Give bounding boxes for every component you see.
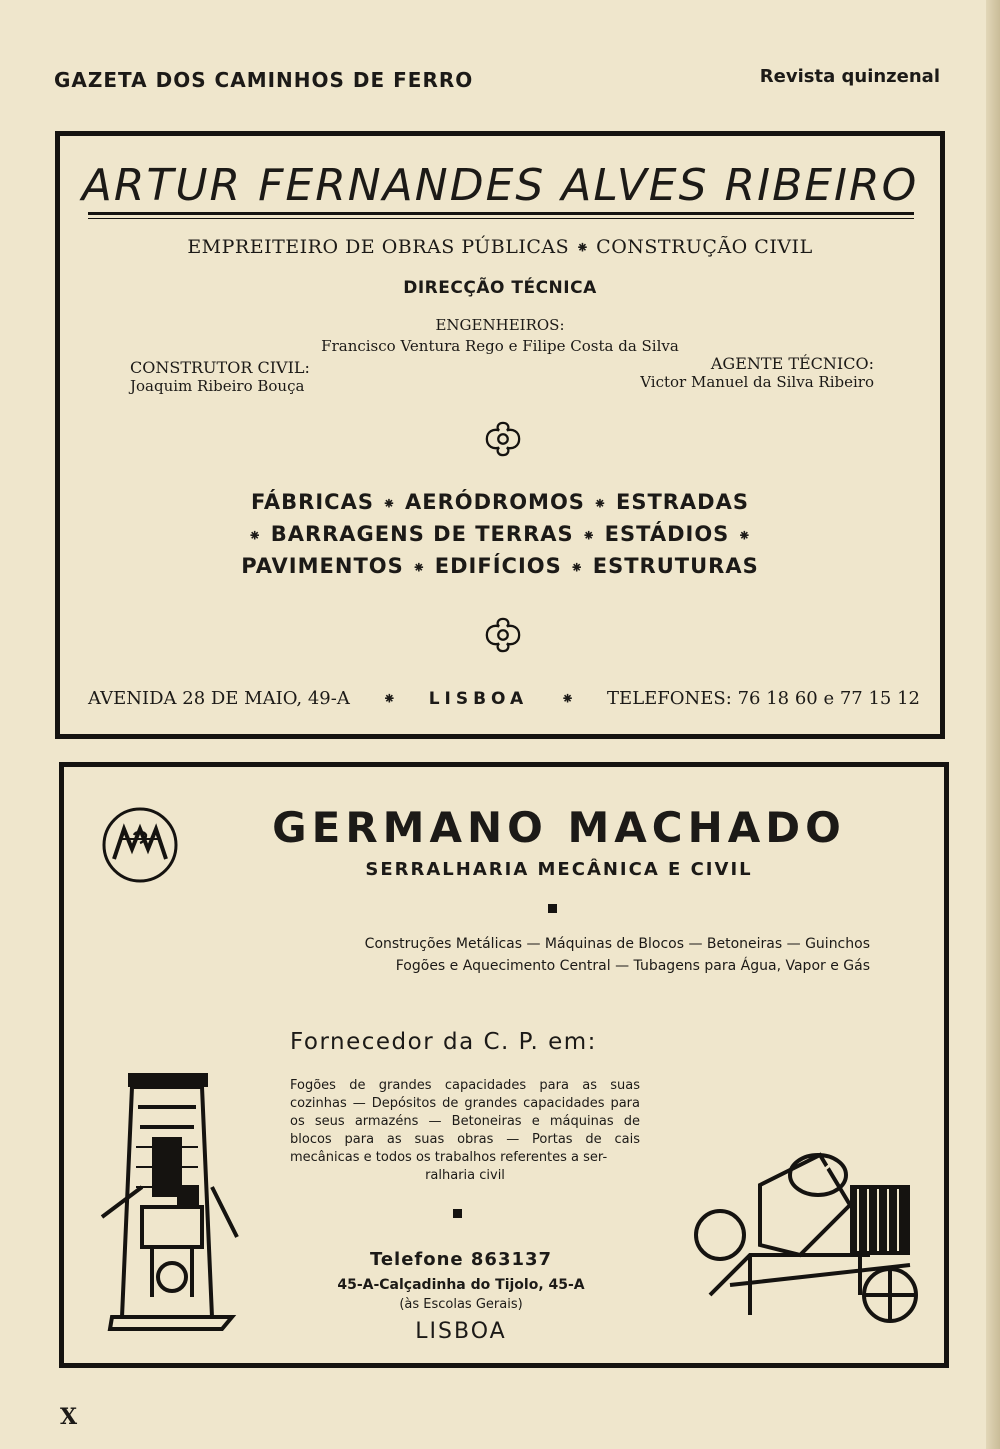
bullet-square-icon [548, 904, 557, 913]
works-line-1 [60, 486, 940, 520]
ornament-icon [484, 420, 522, 458]
title-rule-thin [88, 218, 914, 219]
technical-direction-heading: DIRECÇÃO TÉCNICA [403, 278, 597, 298]
engineers-label: ENGENHEIROS: [435, 316, 565, 334]
separator-icon: ⁕ [247, 526, 263, 545]
title-rule [88, 212, 914, 215]
separator-icon: ⁕ [581, 526, 597, 545]
separator-icon: ⁕ [382, 689, 396, 708]
supplier-heading: Fornecedor da C. P. em: [290, 1029, 597, 1055]
running-head [54, 66, 940, 96]
phones [607, 688, 920, 709]
products-list [294, 933, 870, 977]
separator-icon: ⁕ [593, 494, 608, 513]
ornament-icon [484, 616, 522, 654]
phones-label: TELEFONES: [607, 688, 732, 709]
products-line-1: Construções Metálicas — Máquinas de Blocos — Betoneiras — Guinchos [364, 936, 870, 952]
separator-icon: ⁕ [412, 558, 427, 577]
civil-builder-label: CONSTRUTOR CIVIL: [130, 358, 310, 377]
civil-builder-block [130, 358, 310, 395]
engineers-names: Francisco Ventura Rego e Filipe Costa da Silva [321, 337, 679, 355]
advertisement-germano-machado [60, 763, 948, 1367]
journal-title: GAZETA DOS CAMINHOS DE FERRO [54, 68, 474, 92]
phone-join: e [823, 688, 835, 709]
journal-subtitle: Revista quinzenal [759, 66, 940, 87]
block-machine-illustration-icon [92, 1067, 242, 1337]
phone-2: 77 15 12 [839, 688, 920, 709]
supplier-text: Fogões de grandes capacidades para as suas cozinhas — Depósitos de grandes capacidades para os seus armazéns — Betoneiras e máquinas de blocos para as suas obras — Portas de cais mecânicas e todos os trabalhos referentes a ser- [290, 1078, 640, 1165]
works-line-3 [60, 550, 940, 584]
street-address: 45-A-Calçadinha do Tijolo, 45-A [337, 1277, 585, 1293]
work-structures: ESTRUTURAS [592, 554, 759, 578]
work-pavements: PAVIMENTOS [241, 554, 404, 578]
bullet-square-icon [453, 1209, 462, 1218]
work-buildings: EDIFÍCIOS [434, 554, 562, 578]
civil-builder-name: Joaquim Ribeiro Bouça [130, 377, 305, 395]
company-activity: SERRALHARIA MECÂNICA E CIVIL [365, 859, 753, 880]
address-note: (às Escolas Gerais) [399, 1297, 523, 1312]
phone-number: Telefone 863137 [369, 1249, 553, 1270]
address-line [88, 688, 920, 709]
technical-agent-block [640, 354, 874, 391]
company-name: GERMANO MACHADO [272, 803, 846, 852]
concrete-mixer-illustration-icon [690, 1145, 918, 1335]
work-factories: FÁBRICAS [250, 490, 374, 514]
technical-agent-name: Victor Manuel da Silva Ribeiro [640, 373, 874, 391]
work-stadiums: ESTÁDIOS [604, 522, 730, 546]
page-edge [986, 0, 1000, 1449]
work-earth-dams: BARRAGENS DE TERRAS [270, 522, 574, 546]
activity-public-works: EMPREITEIRO DE OBRAS PÚBLICAS [187, 236, 570, 258]
street-address: AVENIDA 28 DE MAIO, 49-A [88, 688, 350, 709]
supplier-text-end: ralharia civil [425, 1168, 505, 1183]
separator-icon: ⁕ [570, 558, 585, 577]
city: LISBOA [415, 1319, 507, 1344]
company-activity [60, 236, 940, 258]
work-airfields: AERÓDROMOS [404, 490, 585, 514]
works-line-2 [60, 518, 940, 552]
products-line-2: Fogões e Aquecimento Central — Tubagens para Água, Vapor e Gás [395, 958, 870, 974]
separator-icon: ⁕ [560, 689, 575, 708]
advertisement-artur-ribeiro [56, 132, 944, 738]
separator-icon: ⁕ [575, 238, 590, 257]
page-number: X [60, 1404, 78, 1430]
separator-icon: ⁕ [737, 526, 753, 545]
separator-icon: ⁕ [382, 494, 397, 513]
work-roads: ESTRADAS [615, 490, 749, 514]
phone-1: 76 18 60 [737, 688, 818, 709]
activity-civil-construction: CONSTRUÇÃO CIVIL [596, 236, 813, 258]
supplier-description [290, 1077, 640, 1185]
company-logo-icon [100, 805, 180, 885]
company-name: ARTUR FERNANDES ALVES RIBEIRO [81, 160, 919, 211]
technical-agent-label: AGENTE TÉCNICO: [710, 354, 874, 373]
city: LISBOA [428, 689, 529, 709]
